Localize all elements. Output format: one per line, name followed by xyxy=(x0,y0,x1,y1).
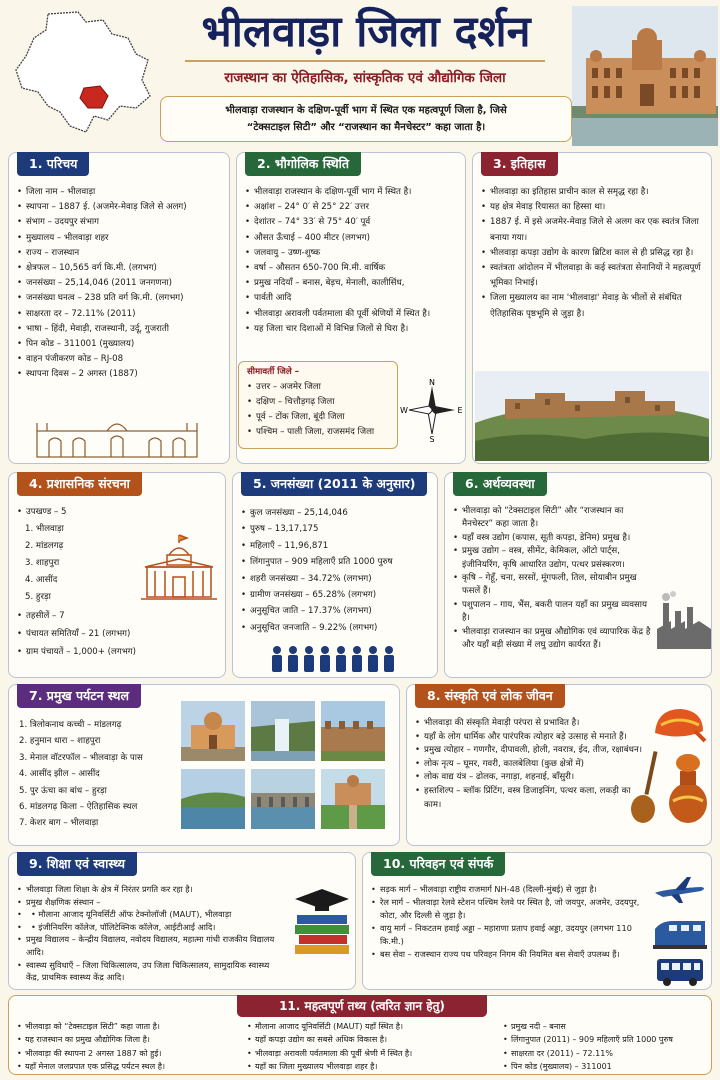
list-item: • स्थापना – 1887 ई. (अजमेर-मेवाड़ जिले से अलग) xyxy=(17,200,227,215)
page-subtitle: राजस्थान का ऐतिहासिक, सांस्कृतिक एवं औद्योगिक जिला xyxy=(224,70,506,86)
list-item: • जनसंख्या – 25,14,046 (2011 जनगणना) xyxy=(17,276,227,291)
list-item: 5. हुरड़ा xyxy=(25,592,51,602)
list-item: • राज्य – राजस्थान xyxy=(17,246,227,261)
list-item: • पुरुष – 13,17,175 xyxy=(241,521,437,537)
list-item: • कुल जनसंख्या – 25,14,046 xyxy=(241,505,437,521)
books-icon xyxy=(291,885,353,955)
list-item: • ग्राम पंचायतें – 1,000+ (लगभग) xyxy=(17,643,217,661)
list-item: • यहाँ वस्त्र उद्योग (कपास, सूती कपड़ा, डेनिम) प्रमुख है। xyxy=(453,532,653,545)
list-item: • संभाग – उदयपुर संभाग xyxy=(17,215,227,230)
boundary-item: • पश्चिम – पाली जिला, राजसमंद जिला xyxy=(247,425,389,440)
administration-list xyxy=(17,607,217,661)
list-item: • जलवायु – उष्ण-शुष्क xyxy=(245,246,465,261)
section-culture xyxy=(406,684,712,846)
factory-icon xyxy=(657,589,711,649)
list-item: • लोक नृत्य – घूमर, गवरी, कालबेलिया (कुछ क्षेत्रों में) xyxy=(415,758,643,772)
list-item-continued: • पार्वती आदि xyxy=(245,291,465,306)
list-item: • यह क्षेत्र मेवाड़ रियासत का हिस्सा था। xyxy=(481,200,705,215)
compass-w: W xyxy=(400,406,408,415)
facts-column-2 xyxy=(247,1020,497,1073)
fort-photo xyxy=(475,371,709,461)
section-population-title: 5. जनसंख्या (2011 के अनुसार) xyxy=(241,472,427,496)
list-item: • साक्षरता दर (2011) – 72.11% xyxy=(503,1047,709,1060)
list-item: • भीलवाड़ा की संस्कृति मेवाड़ी परंपरा से प्रभावित है। xyxy=(415,717,643,731)
list-item-sub: • • इंजीनियरिंग कॉलेज, पॉलिटेक्निक कॉलेज, आईटीआई आदि। xyxy=(17,921,285,934)
section-geography-title: 2. भौगोलिक स्थिति xyxy=(245,152,361,176)
list-item: • भीलवाड़ा का इतिहास प्राचीन काल से समृद्ध रहा है। xyxy=(481,185,705,200)
section-administration-title: 4. प्रशासनिक संरचना xyxy=(17,472,142,496)
list-item: • तहसीलें – 7 xyxy=(17,607,217,625)
list-item: • भीलवाड़ा अरावली पर्वतमाला की पूर्वी श्रेणी में स्थित है। xyxy=(247,1047,497,1060)
section-population xyxy=(232,472,438,678)
list-item: • मौलाना आजाद यूनिवर्सिटी (MAUT) यहाँ स्थित है। xyxy=(247,1020,497,1033)
list-item: 5. पुर ऊंचा का बांध – हुरड़ा xyxy=(19,785,107,796)
list-item: • भीलवाड़ा राजस्थान के दक्षिण-पूर्वी भाग में स्थित है। xyxy=(245,185,465,200)
list-item: 3. शाहपुरा xyxy=(25,558,60,568)
list-item: • जिला मुख्यालय का नाम 'भीलवाड़ा' मेवाड़ के भीलों से संबंधित ऐतिहासिक पृष्ठभूमि से जुड़ा है। xyxy=(481,291,705,321)
list-item: • साक्षरता दर – 72.11% (2011) xyxy=(17,307,227,322)
list-item: • महिलाएँ – 11,96,871 xyxy=(241,538,437,554)
section-economy-title: 6. अर्थव्यवस्था xyxy=(453,472,547,496)
list-item: • प्रमुख त्योहार – गणगौर, दीपावली, होली, नवरात्र, ईद, तीज, रक्षाबंधन। xyxy=(415,744,643,758)
waterfall-photo xyxy=(251,701,315,761)
education-list xyxy=(17,883,285,984)
section-quick-facts-title: 11. महत्वपूर्ण तथ्य (त्वरित ज्ञान हेतु) xyxy=(237,995,487,1017)
list-item: • वर्षा – औसतन 650-700 मि.मी. वार्षिक xyxy=(245,261,465,276)
intro-box xyxy=(160,96,572,142)
section-history-title: 3. इतिहास xyxy=(481,152,558,176)
list-item: • लिंगानुपात – 909 महिलाएँ प्रति 1000 पुरुष xyxy=(241,554,437,570)
geography-list xyxy=(245,185,465,337)
bus-icon xyxy=(655,957,705,987)
list-item: • उपखण्ड – 5 xyxy=(17,505,217,520)
list-item: • स्थापना दिवस – 2 अगस्त (1887) xyxy=(17,367,227,382)
section-education-health-title: 9. शिक्षा एवं स्वास्थ्य xyxy=(17,852,137,876)
list-item: • अनुसूचित जनजाति – 9.22% (लगभग) xyxy=(241,620,437,636)
list-item: 4. आसींद झील – आसींद xyxy=(19,769,100,780)
section-tourism xyxy=(8,684,400,846)
facts-column-1 xyxy=(17,1020,243,1073)
list-item: • क्षेत्रफल – 10,565 वर्ग कि.मी. (लगभग) xyxy=(17,261,227,276)
title-divider xyxy=(185,60,545,62)
pot-icon xyxy=(667,753,709,825)
list-item: 2. हनुमान धारा – शाहपुरा xyxy=(19,736,101,747)
list-item: • पिन कोड – 311001 (मुख्यालय) xyxy=(17,337,227,352)
list-item: 2. मांडलगढ़ xyxy=(25,541,64,551)
list-item: • औसत ऊँचाई – 400 मीटर (लगभग) xyxy=(245,231,465,246)
list-item: • पंचायत समितियाँ – 21 (लगभग) xyxy=(17,625,217,643)
train-icon xyxy=(653,917,707,951)
boundary-title: सीमावर्ती जिले – xyxy=(247,367,300,377)
government-building-icon xyxy=(139,533,219,603)
boundary-item: • दक्षिण – चित्तौड़गढ़ जिला xyxy=(247,395,389,410)
list-item: • प्रमुख नदियाँ – बनास, बेड़च, मेनाली, कालीसिंध, xyxy=(245,276,465,291)
temple-photo xyxy=(181,701,245,761)
boundary-box xyxy=(238,361,398,449)
rajasthan-map-icon xyxy=(8,8,158,138)
intro-line-1: भीलवाड़ा राजस्थान के दक्षिण-पूर्वी भाग में स्थित एक महत्वपूर्ण जिला है, जिसे xyxy=(225,105,507,116)
section-education-health xyxy=(8,852,356,990)
tourism-list xyxy=(19,717,187,832)
section-quick-facts xyxy=(8,995,712,1075)
page-title: भीलवाड़ा जिला दर्शन xyxy=(201,7,531,57)
list-item: • प्रमुख शैक्षणिक संस्थान – xyxy=(17,896,285,909)
list-item: • भीलवाड़ा को “टेक्सटाइल सिटी” कहा जाता है। xyxy=(17,1020,243,1033)
compass-e: E xyxy=(457,406,463,415)
section-transport xyxy=(362,852,712,990)
history-list xyxy=(481,185,705,322)
list-item: • सड़क मार्ग – भीलवाड़ा राष्ट्रीय राजमार्ग NH-48 (दिल्ली-मुंबई) से जुड़ा है। xyxy=(371,883,649,896)
list-item: 7. केशर बाग – भीलवाड़ा xyxy=(19,818,99,829)
list-item: • अनुसूचित जाति – 17.37% (लगभग) xyxy=(241,603,437,619)
list-item: 1. त्रिलोकनाथ कच्ची – मांडलगढ़ xyxy=(19,720,122,730)
list-item: • वायु मार्ग – निकटतम हवाई अड्डा – महाराणा प्रताप हवाई अड्डा, उदयपुर (लगभग 110 कि.मी.) xyxy=(371,922,649,948)
section-history xyxy=(472,152,712,464)
list-item: • भीलवाड़ा की स्थापना 2 अगस्त 1887 को हुई। xyxy=(17,1047,243,1060)
section-intro xyxy=(8,152,230,464)
compass-icon xyxy=(401,378,463,442)
turban-icon xyxy=(651,703,707,743)
airplane-icon xyxy=(653,875,707,905)
list-item: • भीलवाड़ा जिला शिक्षा के क्षेत्र में निरंतर प्रगति कर रहा है। xyxy=(17,883,285,896)
list-item: • भाषा – हिंदी, मेवाड़ी, राजस्थानी, उर्दू, गुजराती xyxy=(17,322,227,337)
list-item: • हस्तशिल्प – ब्लॉक प्रिंटिंग, वस्त्र डिजाइनिंग, पत्थर कला, लकड़ी का काम। xyxy=(415,785,643,812)
section-intro-title: 1. परिचय xyxy=(17,152,89,176)
list-item: 4. आसींद xyxy=(25,575,58,585)
list-item: • शहरी जनसंख्या – 34.72% (लगभग) xyxy=(241,571,437,587)
list-item-sub: • • मौलाना आजाद यूनिवर्सिटी ऑफ टेक्नोलॉजी (MAUT), भीलवाड़ा xyxy=(17,908,285,921)
list-item: • जनसंख्या घनत्व – 238 प्रति वर्ग कि.मी. (लगभग) xyxy=(17,291,227,306)
economy-list xyxy=(453,505,653,652)
list-item: • लोक वाद्य यंत्र – ढोलक, नगाड़ा, शहनाई, बाँसुरी। xyxy=(415,771,643,785)
compass-s: S xyxy=(429,435,435,444)
list-item: • जिला नाम – भीलवाड़ा xyxy=(17,185,227,200)
list-item: • भीलवाड़ा को “टेक्सटाइल सिटी” और “राजस्थान का मैनचेस्टर” कहा जाता है। xyxy=(453,505,653,532)
population-list xyxy=(241,505,437,636)
intro-list xyxy=(17,185,227,383)
list-item: • वाहन पंजीकरण कोड – RJ-08 xyxy=(17,352,227,367)
list-item: • पशुपालन – गाय, भैंस, बकरी पालन यहाँ का प्रमुख व्यवसाय है। xyxy=(453,599,653,626)
list-item: • बस सेवा – राजस्थान राज्य पथ परिवहन निगम की नियमित बस सेवाएँ उपलब्ध हैं। xyxy=(371,948,649,961)
list-item: • प्रमुख उद्योग – वस्त्र, सीमेंट, केमिकल, ऑटो पार्ट्स, इंजीनियरिंग, कृषि आधारित उद्योग, पत्थर प्रसंस्करण। xyxy=(453,545,653,572)
list-item: • रेल मार्ग – भीलवाड़ा रेलवे स्टेशन पश्चिम रेलवे पर स्थित है, जो जयपुर, अजमेर, उदयपुर, कोटा, और दिल्ली से जुड़ा है। xyxy=(371,896,649,922)
list-item: • यहाँ के लोग धार्मिक और पारंपरिक त्योहार बड़े उत्साह से मनाते हैं। xyxy=(415,731,643,745)
people-icon xyxy=(269,645,399,673)
list-item: • भीलवाड़ा अरावली पर्वतमाला की पूर्वी श्रेणियों में स्थित है। xyxy=(245,307,465,322)
fort-wall-photo xyxy=(321,701,385,761)
list-item: • प्रमुख विद्यालय – केन्द्रीय विद्यालय, नवोदय विद्यालय, महात्मा गांधी राजकीय विद्यालय आदि। xyxy=(17,933,285,958)
list-item: • यहाँ मेनाल जलप्रपात एक प्रसिद्ध पर्यटन स्थल है। xyxy=(17,1060,243,1073)
palace-photo xyxy=(572,6,718,146)
list-item: • यहाँ का जिला मुख्यालय भीलवाड़ा शहर है। xyxy=(247,1060,497,1073)
list-item: 1. भीलवाड़ा xyxy=(25,524,64,534)
section-tourism-title: 7. प्रमुख पर्यटन स्थल xyxy=(17,684,141,708)
list-item: • भीलवाड़ा राजस्थान का प्रमुख औद्योगिक एवं व्यापारिक केंद्र है और यहाँ बड़ी संख्या में लघु उद्योग कार्यरत हैं। xyxy=(453,626,653,653)
section-economy xyxy=(444,472,712,678)
list-item: 6. मांडलगढ़ किला – ऐतिहासिक स्थल xyxy=(19,802,138,813)
culture-list xyxy=(415,717,643,812)
facts-column-3 xyxy=(503,1020,709,1073)
list-item: • देशांतर – 74° 33′ से 75° 40′ पूर्व xyxy=(245,215,465,230)
list-item: • मुख्यालय – भीलवाड़ा शहर xyxy=(17,231,227,246)
dam-photo xyxy=(251,769,315,829)
list-item: • 1887 ई. में इसे अजमेर-मेवाड़ जिले से अलग कर एक स्वतंत्र जिला बनाया गया। xyxy=(481,215,705,245)
list-item: • यहाँ कपड़ा उद्योग का सबसे अधिक विकास है। xyxy=(247,1033,497,1046)
list-item: • अक्षांश – 24° 0′ से 25° 22′ उत्तर xyxy=(245,200,465,215)
list-item: • यह जिला चार दिशाओं में विभिन्न जिलों से घिरा है। xyxy=(245,322,465,337)
transport-list xyxy=(371,883,649,961)
section-transport-title: 10. परिवहन एवं संपर्क xyxy=(371,852,505,876)
list-item: • स्वतंत्रता आंदोलन में भीलवाड़ा के कई स्वतंत्रता सेनानियों ने महत्वपूर्ण भूमिका निभाई। xyxy=(481,261,705,291)
list-item: • प्रमुख नदी – बनास xyxy=(503,1020,709,1033)
header xyxy=(0,0,720,150)
garden-photo xyxy=(321,769,385,829)
list-item: • पिन कोड (मुख्यालय) – 311001 xyxy=(503,1060,709,1073)
list-item: • यह राजस्थान का प्रमुख औद्योगिक जिला है। xyxy=(17,1033,243,1046)
section-administration xyxy=(8,472,226,678)
compass-n: N xyxy=(429,378,435,387)
sitar-icon xyxy=(629,749,665,825)
list-item: • कृषि – गेहूँ, चना, सरसों, मूंगफली, तिल, सोयाबीन प्रमुख फसलें हैं। xyxy=(453,572,653,599)
boundary-item: • पूर्व – टोंक जिला, बूंदी जिला xyxy=(247,410,389,425)
boundary-item: • उत्तर – अजमेर जिला xyxy=(247,380,389,395)
lake-photo xyxy=(181,769,245,829)
subdivision-heading xyxy=(17,505,217,520)
heritage-building-icon xyxy=(27,415,207,459)
list-item: • ग्रामीण जनसंख्या – 65.28% (लगभग) xyxy=(241,587,437,603)
list-item: 3. मेनाल वॉटरफॉल – भीलवाड़ा के पास xyxy=(19,752,143,763)
list-item: • स्वास्थ्य सुविधाएँ – जिला चिकित्सालय, उप जिला चिकित्सालय, सामुदायिक स्वास्थ्य केंद्र, प्राथमिक स्वास्थ्य केंद्र आदि। xyxy=(17,959,285,984)
intro-line-2: “टेक्सटाइल सिटी” और “राजस्थान का मैनचेस्टर” कहा जाता है। xyxy=(246,122,486,133)
section-culture-title: 8. संस्कृति एवं लोक जीवन xyxy=(415,684,565,708)
list-item: • भीलवाड़ा कपड़ा उद्योग के कारण ब्रिटिश काल से ही प्रसिद्ध रहा है। xyxy=(481,246,705,261)
list-item: • लिंगानुपात (2011) – 909 महिलाएँ प्रति 1000 पुरुष xyxy=(503,1033,709,1046)
